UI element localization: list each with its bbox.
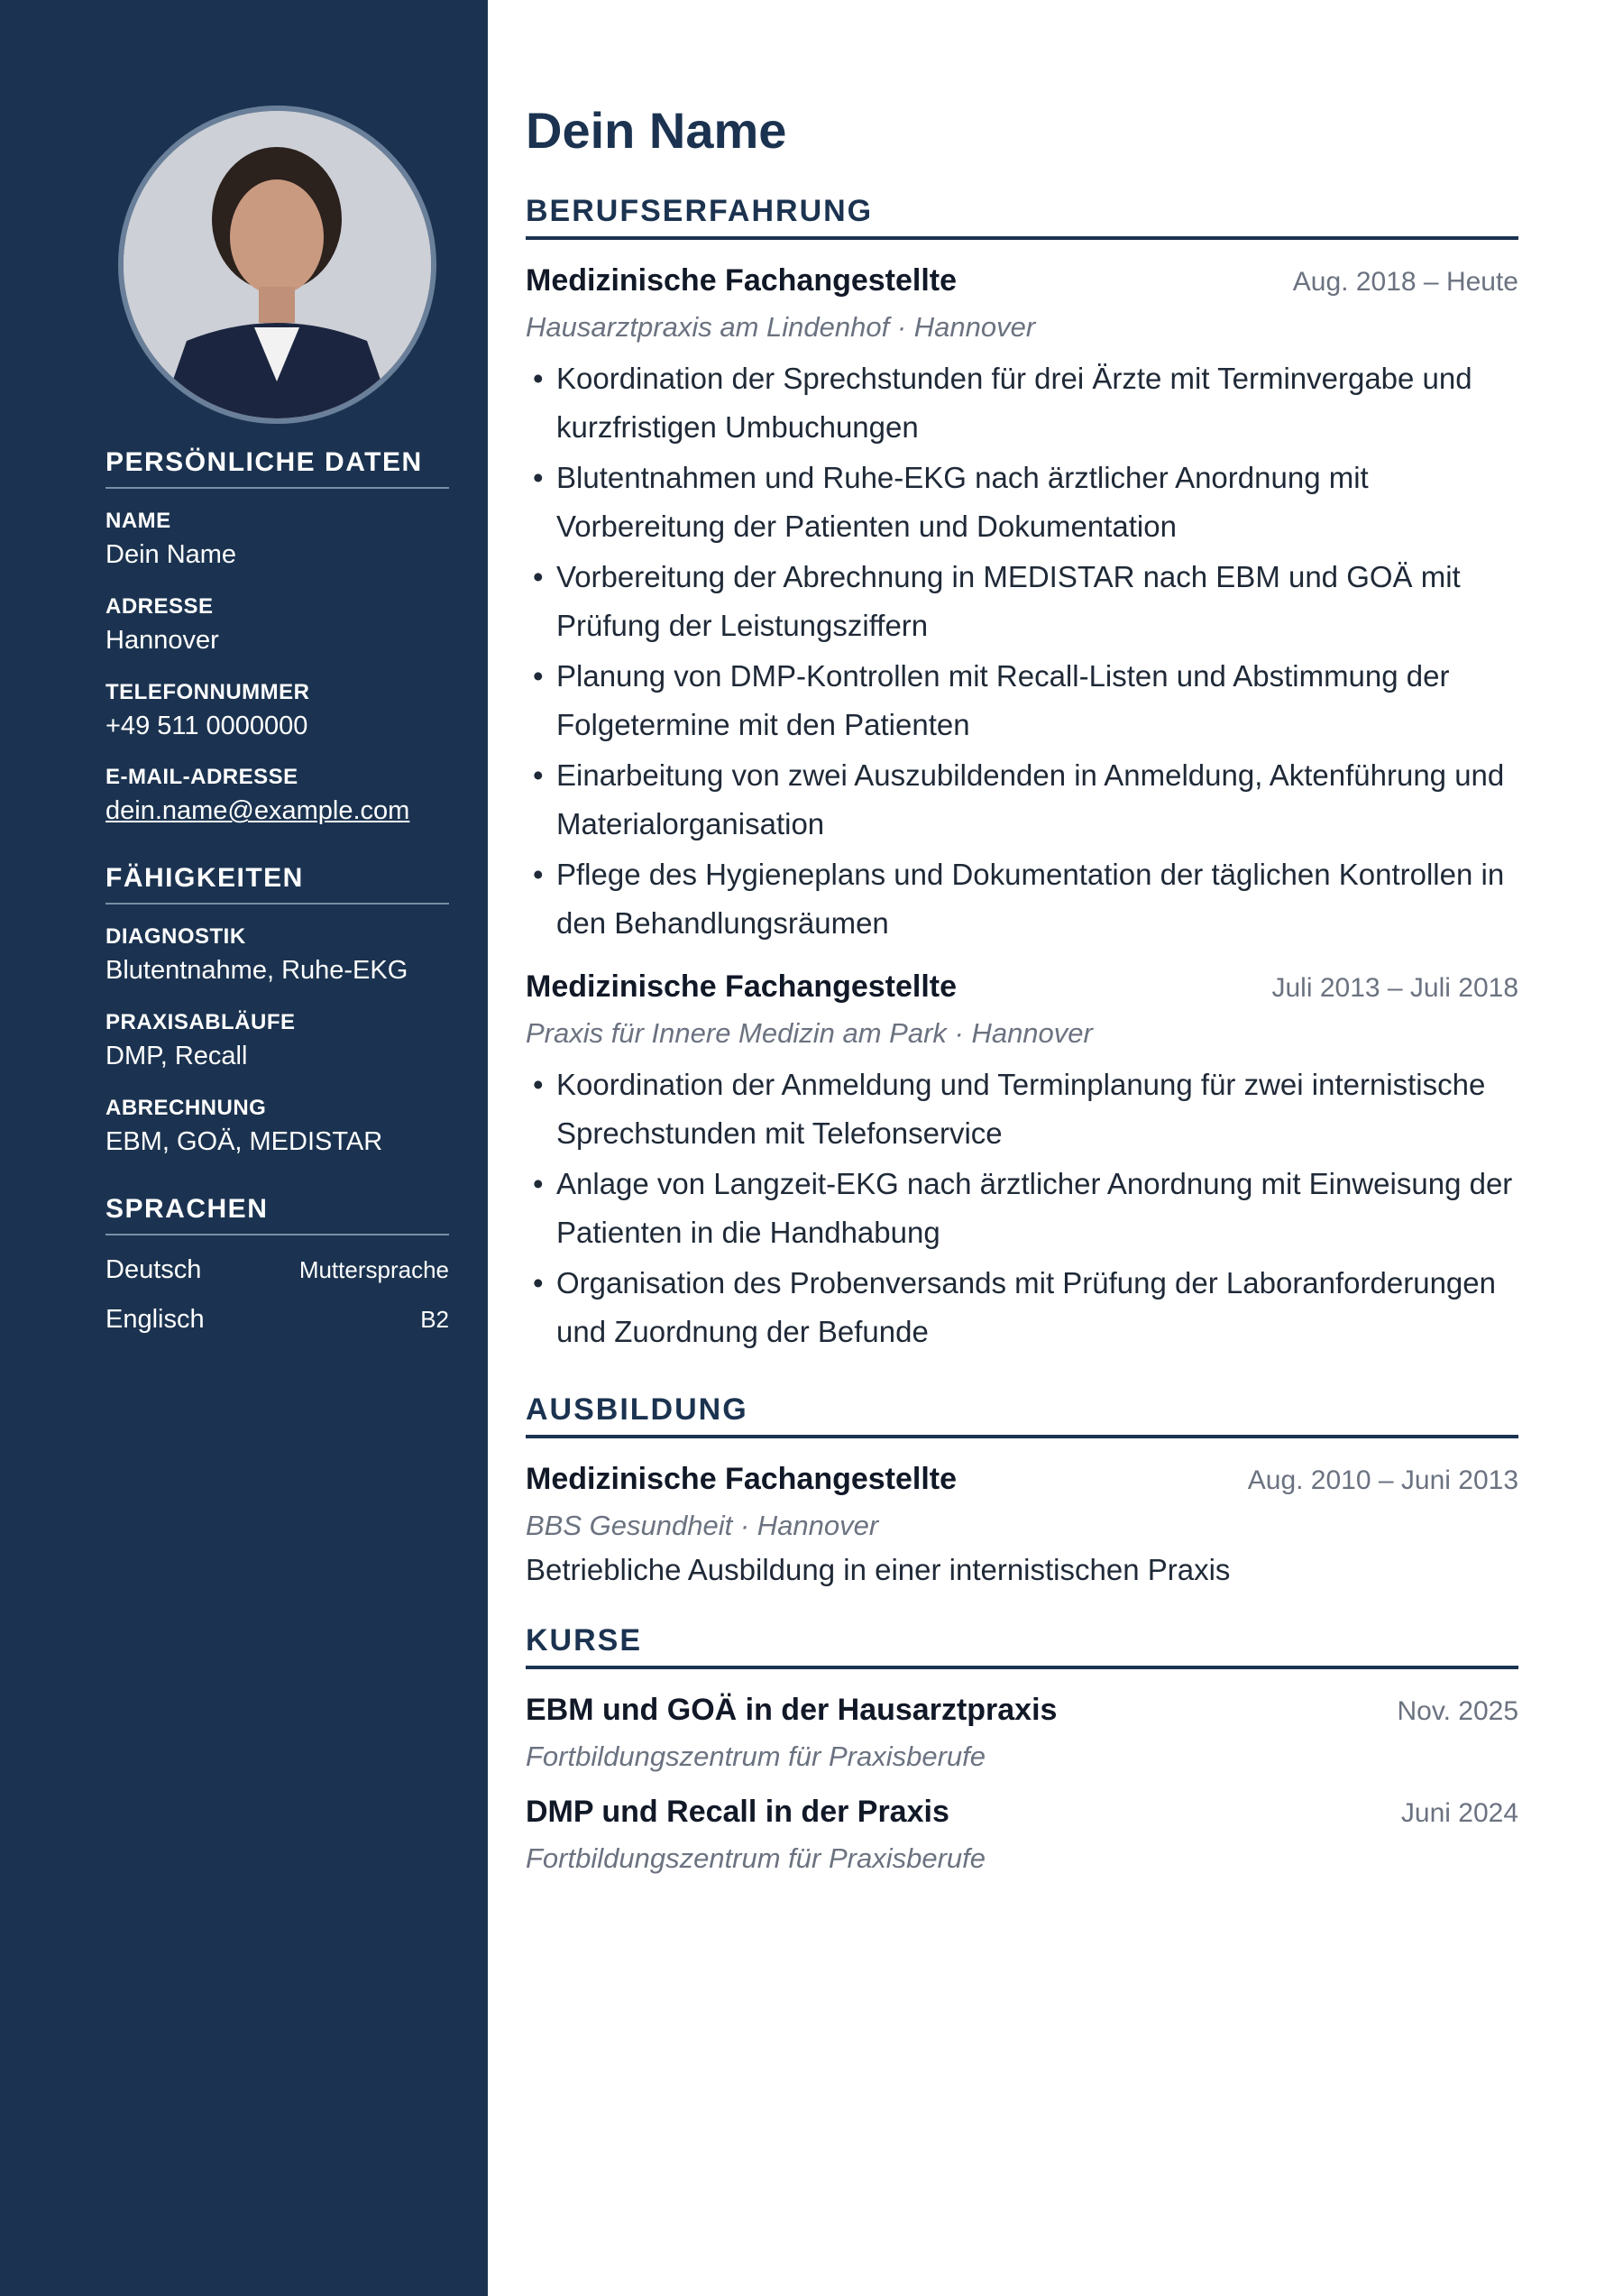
- bullet-item: • Anlage von Langzeit-EKG nach ärztlicher Anordnung mit Einweisung der Patienten in die Handhabung: [526, 1160, 1518, 1257]
- entry-subtitle: Fortbildungszentrum für Praxisberufe: [526, 1740, 986, 1772]
- entry-subtitle: Praxis für Innere Medizin am Park · Hannover: [526, 1017, 1093, 1049]
- profile-photo: [118, 106, 436, 424]
- language-level: Muttersprache: [298, 1255, 449, 1283]
- skills-section: [105, 863, 449, 1157]
- entry-date: Juli 2013 – Juli 2018: [1271, 973, 1518, 1003]
- experience-section: [526, 194, 1518, 1356]
- language-row: [105, 1255, 449, 1285]
- entry-header: [526, 1795, 1518, 1830]
- address-value: Hannover: [105, 625, 219, 655]
- entry-subtitle: Fortbildungszentrum für Praxisberufe: [526, 1842, 986, 1874]
- entry-title: Medizinische Fachangestellte: [526, 969, 958, 1004]
- skill-value: EBM, GOÄ, MEDISTAR: [105, 1126, 383, 1156]
- entry-title: EBM und GOÄ in der Hausarztpraxis: [526, 1693, 1058, 1727]
- skill-value: DMP, Recall: [105, 1041, 248, 1070]
- entry-date: Nov. 2025: [1397, 1696, 1518, 1726]
- skill-label: ABRECHNUNG: [105, 1095, 267, 1120]
- entry-header: [526, 1693, 1518, 1728]
- sidebar: [0, 0, 488, 2296]
- email-label: E-MAIL-ADRESSE: [105, 765, 298, 790]
- course-entry: [526, 1693, 1518, 1773]
- main-content: [526, 101, 1518, 1911]
- entry-date: Aug. 2010 – Juni 2013: [1247, 1465, 1518, 1495]
- personal-data-section: [105, 447, 449, 827]
- entry-date: Juni 2024: [1400, 1798, 1518, 1828]
- entry-subtitle: Hausarztpraxis am Lindenhof · Hannover: [526, 311, 1036, 343]
- page-title: Dein Name: [526, 102, 787, 159]
- skill-label: DIAGNOSTIK: [105, 924, 246, 950]
- entry-title: Medizinische Fachangestellte: [526, 263, 958, 298]
- language-name: Deutsch: [105, 1254, 202, 1284]
- entry-date: Aug. 2018 – Heute: [1292, 267, 1518, 297]
- entry-subtitle: BBS Gesundheit · Hannover: [526, 1510, 879, 1541]
- languages-section: [105, 1194, 449, 1335]
- language-name: Englisch: [105, 1304, 205, 1334]
- education-section: [526, 1392, 1518, 1587]
- bullet-item: • Vorbereitung der Abrechnung in MEDISTAR nach EBM und GOÄ mit Prüfung der Leistungsziffern: [526, 553, 1518, 650]
- education-entry: [526, 1462, 1518, 1587]
- entry-header: [526, 263, 1518, 298]
- bullet-item: • Blutentnahmen und Ruhe-EKG nach ärztlicher Anordnung mit Vorbereitung der Patienten und Dokumentation: [526, 454, 1518, 551]
- bullet-item: • Koordination der Anmeldung und Terminplanung für zwei internistische Sprechstunden mit Telefonservice: [526, 1061, 1518, 1158]
- skill-value: Blutentnahme, Ruhe-EKG: [105, 956, 408, 986]
- bullet-list: [526, 1061, 1518, 1356]
- experience-entry: [526, 969, 1518, 1356]
- bullet-item: • Einarbeitung von zwei Auszubildenden in Anmeldung, Aktenführung und Materialorganisation: [526, 751, 1518, 849]
- name-value: Dein Name: [105, 540, 237, 569]
- phone-label: TELEFONNUMMER: [105, 679, 310, 704]
- entry-header: [526, 1462, 1518, 1497]
- address-label: ADRESSE: [105, 593, 214, 619]
- personal-data-heading: PERSÖNLICHE DATEN: [105, 447, 449, 489]
- bullet-list: [526, 354, 1518, 948]
- courses-section: [526, 1623, 1518, 1875]
- language-row: [105, 1305, 449, 1335]
- entry-description: Betriebliche Ausbildung in einer internistischen Praxis: [526, 1553, 1231, 1586]
- skills-heading: FÄHIGKEITEN: [105, 863, 449, 905]
- course-entry: [526, 1795, 1518, 1875]
- sidebar-content: [105, 447, 449, 1371]
- skill-label: PRAXISABLÄUFE: [105, 1009, 296, 1034]
- education-heading: AUSBILDUNG: [526, 1392, 1518, 1438]
- bullet-item: • Koordination der Sprechstunden für drei Ärzte mit Terminvergabe und kurzfristigen Umbuchungen: [526, 354, 1518, 452]
- courses-heading: KURSE: [526, 1623, 1518, 1669]
- experience-entry: [526, 263, 1518, 948]
- entry-header: [526, 969, 1518, 1005]
- bullet-item: • Planung von DMP-Kontrollen mit Recall-Listen und Abstimmung der Folgetermine mit den Patienten: [526, 652, 1518, 749]
- email-link[interactable]: dein.name@example.com: [105, 796, 410, 826]
- phone-value: +49 511 0000000: [105, 711, 308, 740]
- name-label: NAME: [105, 509, 171, 533]
- languages-heading: SPRACHEN: [105, 1194, 449, 1235]
- entry-title: DMP und Recall in der Praxis: [526, 1795, 949, 1829]
- bullet-item: • Pflege des Hygieneplans und Dokumentation der täglichen Kontrollen in den Behandlungsräumen: [526, 850, 1518, 948]
- portrait-photo-icon: [124, 111, 431, 418]
- entry-title: Medizinische Fachangestellte: [526, 1462, 958, 1496]
- language-level: B2: [420, 1305, 449, 1333]
- experience-heading: BERUFSERFAHRUNG: [526, 194, 1518, 240]
- bullet-item: • Organisation des Probenversands mit Prüfung der Laboranforderungen und Zuordnung der Befunde: [526, 1259, 1518, 1356]
